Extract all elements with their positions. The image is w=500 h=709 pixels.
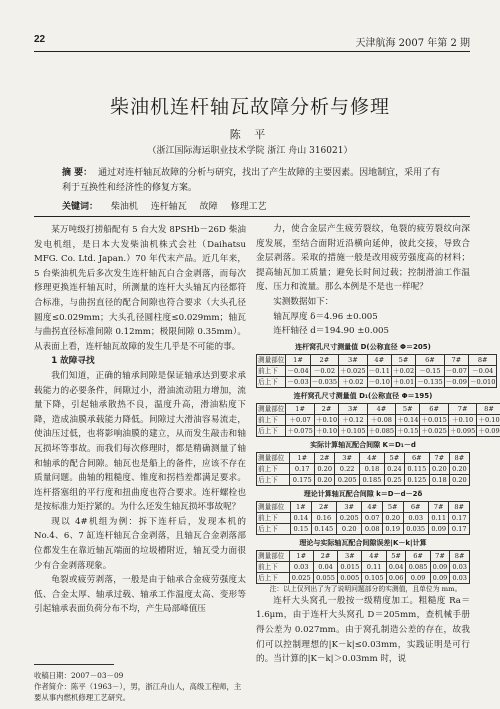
table-row — [257, 561, 470, 572]
keywords-label: 关键词： — [62, 202, 99, 212]
table-header-cell: 5# — [386, 550, 406, 561]
table-header-cell: 3# — [338, 550, 362, 561]
table-cell: 后上下 — [257, 572, 290, 583]
table-header-cell: 4# — [367, 403, 395, 414]
table-cell: ＋0.025 — [421, 426, 447, 435]
table-cell: 0.055 — [313, 572, 337, 583]
table-header-cell: 测量部位 — [258, 355, 285, 364]
table-row — [257, 463, 470, 474]
table-cell: 0.20 — [315, 474, 335, 485]
table-header-cell: 8# — [450, 550, 470, 561]
table-header-cell: 6# — [416, 354, 444, 365]
table-header-cell: 4# — [367, 354, 391, 365]
table-caption: 理论计算轴瓦配合间隙 k＝D－d－2δ — [303, 489, 423, 498]
table-header-cell: 2# — [313, 550, 337, 561]
table-header-row — [257, 501, 470, 512]
table-cell: ＋0.07 — [286, 414, 314, 425]
table-header-cell: 8# — [449, 452, 469, 463]
keyword: 故障 — [199, 202, 218, 212]
table-cell: 0.11 — [428, 512, 449, 523]
table-cell: 后上下 — [257, 523, 291, 534]
table-cell: 0.09 — [406, 572, 430, 583]
body-paragraph: 力，使合金层产生疲劳裂纹，龟裂的疲劳裂纹向深度发展，至结合面附近沿横向延伸，彼此交接，导致合金层剥落。采取的措施一般是改用疲劳强度高的材料；提高轴瓦加工质量；避免长时间过载；控制滑油工作温度、压力和流量。那么本例是不是也一样呢？ — [256, 224, 470, 293]
table-header-cell: 3# — [339, 403, 367, 414]
table-header-cell: 2# — [314, 403, 338, 414]
table-cell: ＋0.10 — [315, 426, 338, 435]
affiliation: （浙江国际海运职业技术学院 浙江 舟山 316021） — [147, 146, 353, 156]
table-cell: 0.16 — [311, 512, 336, 523]
table-header-cell: 8# — [468, 354, 496, 365]
table-cell: 0.06 — [386, 572, 406, 583]
abstract-text: 通过对连杆轴瓦故障的分析与研究，找出了产生故障的主要因素。因地制宜，采用了有利于互换性和经济性的修复方案。 — [62, 168, 441, 193]
body-paragraph: 我们知道，正确的轴承间隙是保证轴承达到要求承载能力的必要条件，间隙过小，滑油流动阻力增加，流量下降，引起轴承散热不良，温度升高，滑油粘度下降，造成油膜承载能力降低。间隙过大滑油容易流走，使油压过低，也将影响油膜的建立，从而发生敲击和轴瓦损坏等事故。而我们每次修理时，都是精确测量了轴和轴承的配合间隙。轴瓦也是船上的备件，应该不存在质量问题。曲轴的粗糙度、锥度和拐档差都满足要求。连杆搭塞组的平行度和扭曲度也符合要求。连杆螺栓也是按标准力矩拧紧的。为什么还发生轴瓦损坏事故呢？ — [34, 370, 246, 513]
table-cell: ＋0.14 — [397, 415, 419, 424]
table-cell: 后上下 — [257, 376, 286, 387]
table-header-cell: 1# — [286, 354, 310, 365]
table-header-cell: 测量部位 — [258, 404, 285, 413]
table-cell: －0.11 — [368, 366, 390, 375]
measurement-tables — [256, 342, 500, 584]
table-cell: 0.20 — [449, 474, 469, 485]
table-cell: 0.205 — [337, 512, 362, 523]
table-cell: 0.035 — [403, 523, 428, 534]
body-paragraph: 龟裂或疲劳剥落，一般是由于轴承合金疲劳强度太低、合金太厚、轴承过载、轴承工作温度太高、变形等引起轴承表面负荷分布不均，产生局部峰值压 — [34, 575, 246, 615]
table-cell: 0.18 — [429, 474, 449, 485]
body-paragraph: 某万吨级打捞船配有 5 台大发 8PSHb－26D 柴油发电机组，是日本大发柴油机株式会社（Daihatsu MFG. Co. Ltd. Japan.）70 年代末产品。近几年来，5 台柴油机先后多次发生连杆轴瓦白合金剥落，而每次修理更换连杆轴瓦时，所测量的连杆大头轴瓦内径都符合标准，与曲拐直径的配合间隙也符合要求（大头孔径圆度≤0.029mm；大头孔径圆柱度≤0.029mm；轴瓦与曲拐直径标准间隙 0.12mm；极限间隙 0.35mm）。从表面上看，连杆轴瓦故障的发生几乎是不可能的事。 — [34, 225, 246, 352]
measurement-table — [256, 403, 500, 437]
table-caption: 连杆窝孔尺寸测量值 D(公称直径 Φ＝205) — [295, 342, 431, 351]
table-cell: ＋0.015 — [421, 415, 447, 424]
section-heading: 1 故障寻找 — [51, 356, 95, 367]
table-header-cell: 6# — [403, 501, 428, 512]
table-header-cell: 4# — [362, 501, 383, 512]
table-cell: 后上下 — [257, 474, 290, 485]
table-header-cell: 2# — [315, 452, 335, 463]
table-cell: ＋0.15 — [397, 426, 419, 435]
table-cell: －0.04 — [468, 365, 496, 376]
table-cell: －0.07 — [445, 366, 467, 375]
measured-value: 轴瓦厚度 δ＝4.96 ±0.005 — [273, 311, 378, 322]
table-cell: －0.10 — [368, 377, 390, 386]
table-header-cell: 2# — [311, 501, 336, 512]
measured-value: 连杆轴径 d＝194.90 ±0.005 — [273, 326, 389, 337]
table-cell: 0.115 — [404, 463, 429, 474]
table-cell: ＋0.10 — [478, 415, 500, 424]
author-bio: 作者简介：陈平（1963－），男，浙江舟山人，高级工程师，主要从事内燃机修理工艺研究。 — [34, 682, 242, 702]
table-row — [257, 376, 497, 387]
table-header-cell: 8# — [477, 403, 500, 414]
page-number: 22 — [34, 34, 46, 45]
table-cell: ＋0.105 — [340, 426, 366, 435]
table-header-cell: 3# — [335, 452, 360, 463]
table-cell: 0.185 — [360, 474, 385, 485]
body-paragraph: 现以 4#机组为例：拆下连杆后，发现本机的 No.4、6、7 缸连杆轴瓦合金剥落，且轴瓦合金剥落部位都发生在靠近轴瓦端面的垃圾槽附近，轴瓦受力面很少有合金剥落现象。 — [34, 516, 246, 571]
table-header-cell: 3# — [337, 501, 362, 512]
running-header — [34, 34, 470, 48]
table-header-row — [257, 550, 470, 561]
table-cell: 0.15 — [291, 523, 312, 534]
keywords — [62, 199, 442, 212]
table-cell: 前上下 — [257, 512, 291, 523]
table-header-row — [257, 403, 500, 414]
table-cell: 0.03 — [450, 561, 470, 572]
keyword: 柴油机 — [110, 202, 138, 212]
table-cell: ＋0.10 — [315, 415, 338, 424]
table-header-cell: 7# — [430, 550, 450, 561]
table-cell: 0.19 — [382, 523, 403, 534]
table-cell: －0.15 — [416, 365, 444, 376]
table-cell: 0.08 — [362, 523, 383, 534]
table-cell: 0.20 — [315, 463, 335, 474]
author: 陈 平 — [229, 128, 271, 141]
table-cell: 前上下 — [257, 414, 286, 425]
table-cell: 0.04 — [313, 561, 337, 572]
paper-title: 柴油机连杆轴瓦故障分析与修理 — [109, 96, 390, 118]
table-cell: 0.18 — [360, 463, 385, 474]
table-caption: 实际计算轴瓦配合间隙 K＝D₁－d — [310, 440, 416, 449]
right-column — [256, 222, 500, 667]
received-date: 收稿日期：2007－03－09 — [34, 671, 124, 680]
footnote-rule — [34, 664, 114, 665]
table-header-cell: 6# — [404, 452, 429, 463]
table-cell: 0.105 — [362, 572, 386, 583]
table-cell: 0.205 — [335, 474, 360, 485]
table-header-cell: 5# — [396, 403, 420, 414]
table-header-cell: 7# — [448, 403, 476, 414]
table-cell: －0.010 — [469, 377, 496, 386]
table-cell: 0.20 — [429, 463, 449, 474]
table-cell: －0.04 — [287, 366, 309, 375]
table-header-row — [257, 452, 470, 463]
keyword: 修理工艺 — [230, 202, 267, 212]
table-header-cell: 6# — [406, 550, 430, 561]
table-cell: －0.09 — [445, 377, 467, 386]
table-header-cell: 7# — [444, 354, 468, 365]
table-caption: 连杆窝孔尺寸测量值 D₁(公称直径 Φ＝195) — [293, 391, 433, 400]
table-row — [257, 474, 470, 485]
table-cell: 前上下 — [257, 463, 290, 474]
table-cell: 0.005 — [338, 572, 362, 583]
table-cell: ＋0.12 — [339, 414, 367, 425]
body-paragraph: 连杆大头窝孔一般按一级精度加工。粗糙度 Ra＝1.6μm，由于连杆大头窝孔 D＝205mm，查机械手册得公差为 0.027mm。由于窝孔制造公差的存在，故我们可以控制理想的|K－k|≤0.03mm，实践证明是可行的。当计算的|K－k|＞0.03mm 时，说 — [256, 595, 470, 665]
table-header-cell: 测量部位 — [257, 550, 290, 561]
table-cell: 0.09 — [428, 523, 449, 534]
table-caption: 理论与实际轴瓦配合间隙误差|K－k|计算 — [299, 538, 427, 547]
table-note: 注：以上仅列出了为了说明问题部分的实测值，且单位为 mm。 — [269, 584, 462, 593]
keyword: 连杆轴瓦 — [150, 202, 187, 212]
table-cell: ＋0.095 — [449, 426, 476, 435]
table-cell: ＋0.02 — [392, 366, 415, 375]
table-cell: 0.25 — [384, 474, 404, 485]
table-row — [257, 365, 497, 376]
table-header-cell: 8# — [449, 501, 470, 512]
table-cell: 0.22 — [335, 463, 360, 474]
measurement-table — [256, 550, 470, 584]
table-header-cell: 3# — [339, 354, 367, 365]
table-cell: 0.09 — [430, 572, 450, 583]
table-header-cell: 7# — [428, 501, 449, 512]
measurement-table — [256, 354, 497, 388]
table-cell: 0.025 — [289, 572, 313, 583]
table-cell: ＋0.085 — [368, 426, 395, 435]
table-cell: 前上下 — [257, 365, 286, 376]
table-cell: －0.02 — [310, 365, 338, 376]
table-header-cell: 1# — [289, 550, 313, 561]
table-cell: ＋0.025 — [340, 366, 366, 375]
table-cell: ＋0.02 — [339, 376, 367, 387]
table-cell: ＋0.075 — [287, 426, 313, 435]
table-header-row — [257, 354, 497, 365]
header-rule — [34, 51, 470, 52]
table-cell: 0.14 — [291, 512, 312, 523]
table-cell: ＋0.09 — [478, 426, 500, 435]
left-column — [34, 223, 246, 617]
table-header-cell: 1# — [291, 501, 312, 512]
table-cell: 前上下 — [257, 561, 290, 572]
table-cell: 0.09 — [430, 561, 450, 572]
table-header-cell: 测量部位 — [257, 452, 290, 463]
table-header-cell: 4# — [362, 550, 386, 561]
table-header-cell: 5# — [382, 501, 403, 512]
table-cell: 后上下 — [257, 425, 286, 436]
journal-name: 天津航海 2007 年第 2 期 — [355, 38, 470, 49]
table-cell: 0.17 — [449, 523, 470, 534]
table-header-cell: 2# — [310, 354, 338, 365]
measurement-table — [256, 501, 470, 535]
abstract-rule — [34, 216, 470, 217]
table-cell: 0.07 — [362, 512, 383, 523]
table-cell: 0.125 — [404, 474, 429, 485]
table-cell: －0.03 — [287, 377, 309, 386]
table-cell: 0.175 — [290, 474, 315, 485]
table-cell: 0.03 — [403, 512, 428, 523]
table-header-cell: 6# — [420, 403, 448, 414]
table-cell: 0.20 — [382, 512, 403, 523]
table-header-cell: 5# — [391, 354, 415, 365]
table-cell: －0.035 — [311, 377, 338, 386]
table-row — [257, 572, 470, 583]
table-cell: －0.135 — [417, 377, 443, 386]
table-header-cell: 测量部位 — [257, 501, 291, 512]
table-row — [257, 414, 500, 425]
footnote — [34, 670, 248, 703]
table-cell: 0.145 — [311, 523, 336, 534]
table-header-cell: 1# — [290, 452, 315, 463]
table-cell: 0.015 — [338, 561, 362, 572]
measured-intro: 实测数据如下： — [273, 296, 334, 307]
table-header-cell: 1# — [286, 403, 314, 414]
table-cell: 0.04 — [386, 561, 406, 572]
table-cell: 0.03 — [450, 572, 470, 583]
table-cell: ＋0.08 — [367, 414, 395, 425]
table-row — [257, 523, 470, 534]
table-cell: 0.20 — [337, 523, 362, 534]
measurement-table — [256, 452, 470, 486]
table-cell: ＋0.10 — [448, 414, 476, 425]
table-header-cell: 4# — [360, 452, 385, 463]
table-cell: 0.17 — [290, 463, 315, 474]
table-cell: 0.17 — [449, 512, 470, 523]
table-cell: 0.085 — [406, 561, 430, 572]
table-cell: 0.03 — [289, 561, 313, 572]
table-cell: ＋0.01 — [392, 377, 415, 386]
table-row — [257, 512, 470, 523]
table-cell: 0.11 — [362, 561, 386, 572]
table-cell: 0.24 — [384, 463, 404, 474]
table-header-cell: 7# — [429, 452, 449, 463]
abstract-label: 摘 要： — [62, 168, 93, 178]
table-cell: 0.20 — [449, 463, 469, 474]
table-header-cell: 5# — [384, 452, 404, 463]
abstract — [62, 166, 442, 196]
table-row — [257, 425, 500, 436]
